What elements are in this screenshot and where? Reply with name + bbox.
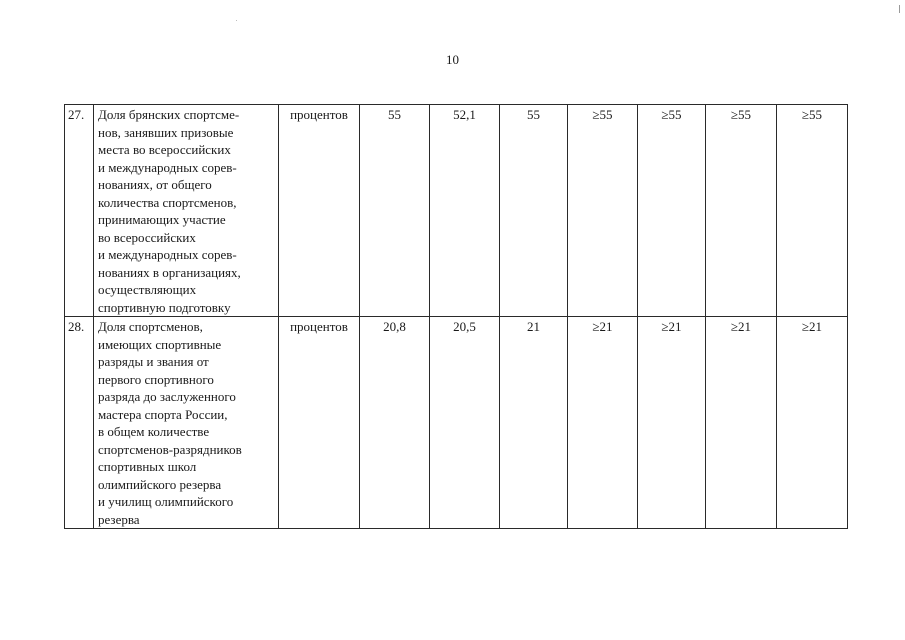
indicator-name: Доля брянских спортсме- нов, занявших призовые места во всероссийских и международных сорев- нованиях, от общего количества спортсменов, принимающих участие во всероссийских и международных сорев- нованиях в организациях, осуществляющих спортивную подготовку — [94, 105, 279, 317]
value-cell: 55 — [500, 105, 568, 317]
value-cell: ≥21 — [777, 317, 848, 529]
value-cell: 52,1 — [430, 105, 500, 317]
indicator-name: Доля спортсменов, имеющих спортивные разряды и звания от первого спортивного разряда до заслуженного мастера спорта России, в общем количестве спортсменов-разрядников спортивных школ олимпийского резерва и училищ олимпийского резерва — [94, 317, 279, 529]
value-cell: 20,5 — [430, 317, 500, 529]
value-cell: ≥55 — [568, 105, 638, 317]
value-cell: ≥55 — [638, 105, 706, 317]
value-cell: ≥21 — [706, 317, 777, 529]
value-cell: 55 — [360, 105, 430, 317]
row-number: 27. — [65, 105, 94, 317]
value-cell: 21 — [500, 317, 568, 529]
value-cell: ≥55 — [706, 105, 777, 317]
scan-edge-mark — [899, 5, 900, 13]
table-row — [65, 317, 848, 529]
value-cell: ≥21 — [568, 317, 638, 529]
unit-cell: процентов — [279, 105, 360, 317]
value-cell: ≥21 — [638, 317, 706, 529]
scan-dot — [236, 20, 237, 21]
value-cell: ≥55 — [777, 105, 848, 317]
table-row — [65, 105, 848, 317]
page-number: 10 — [446, 52, 459, 67]
row-number: 28. — [65, 317, 94, 529]
indicators-table — [64, 104, 848, 529]
value-cell: 20,8 — [360, 317, 430, 529]
unit-cell: процентов — [279, 317, 360, 529]
